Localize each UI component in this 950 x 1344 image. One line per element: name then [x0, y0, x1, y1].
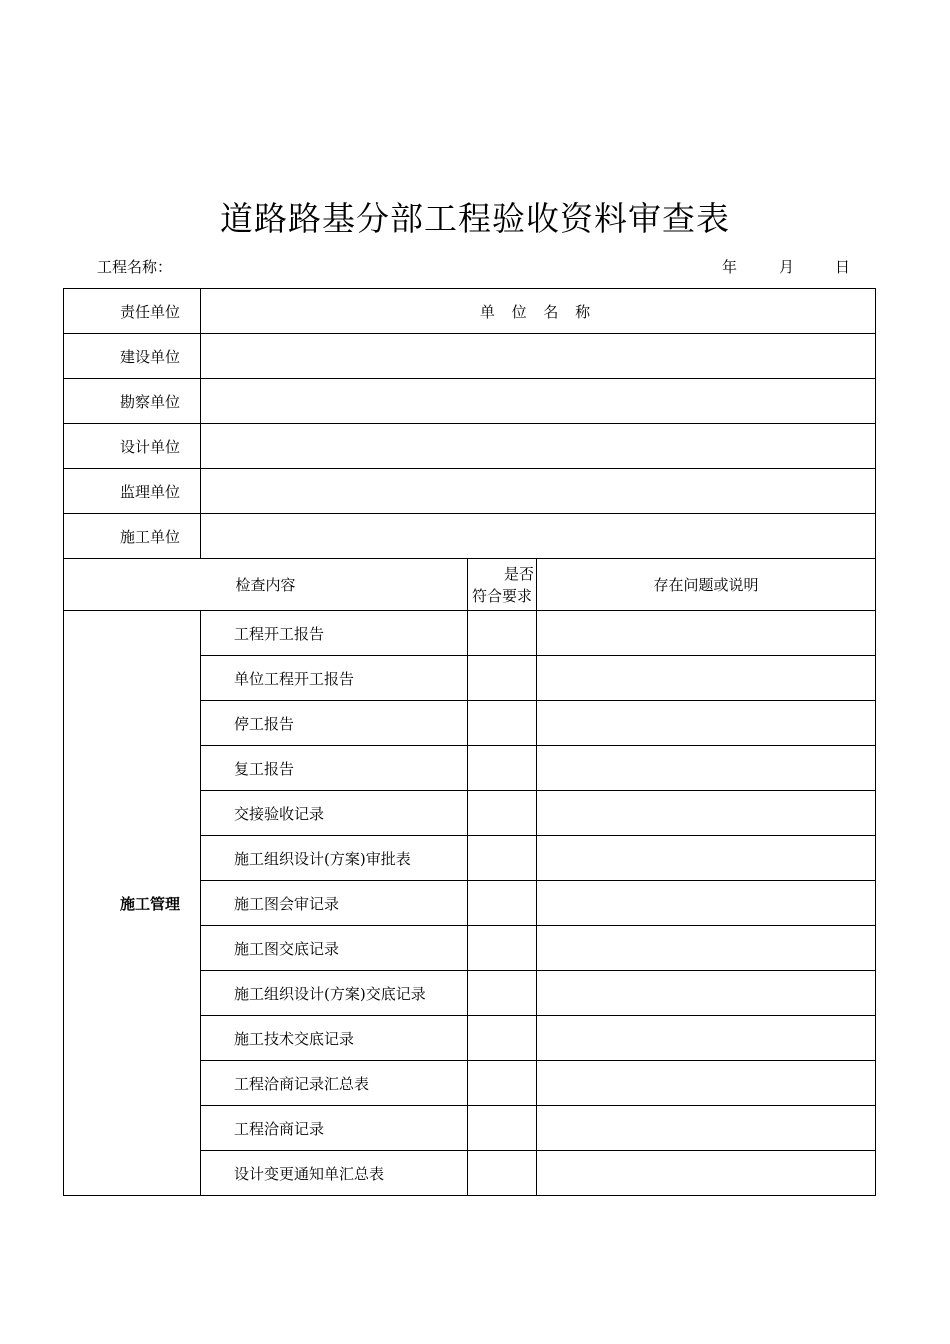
check-item: 施工图交底记录: [201, 926, 468, 971]
conform-cell[interactable]: [468, 791, 537, 836]
check-item: 工程开工报告: [201, 611, 468, 656]
issue-cell[interactable]: [537, 926, 876, 971]
issue-cell[interactable]: [537, 1106, 876, 1151]
issue-header: 存在问题或说明: [537, 559, 876, 611]
project-name-label: 工程名称：: [97, 258, 173, 276]
unit-row-value[interactable]: [201, 424, 876, 469]
check-item: 施工图会审记录: [201, 881, 468, 926]
conform-cell[interactable]: [468, 656, 537, 701]
check-item: 复工报告: [201, 746, 468, 791]
issue-cell[interactable]: [537, 701, 876, 746]
conform-cell[interactable]: [468, 926, 537, 971]
conform-cell[interactable]: [468, 746, 537, 791]
unit-name-header: 单 位 名 称: [201, 289, 876, 334]
unit-row-value[interactable]: [201, 514, 876, 559]
date-line: [722, 256, 850, 277]
issue-cell[interactable]: [537, 656, 876, 701]
conform-cell[interactable]: [468, 611, 537, 656]
unit-row: [64, 379, 876, 424]
unit-row: [64, 424, 876, 469]
check-item: 施工技术交底记录: [201, 1016, 468, 1061]
conform-header-line2: 符合要求: [471, 586, 532, 605]
check-row: [64, 611, 876, 656]
unit-row: [64, 469, 876, 514]
responsible-unit-header: 责任单位: [64, 289, 201, 334]
unit-row-label: 勘察单位: [64, 379, 201, 424]
conform-cell[interactable]: [468, 881, 537, 926]
page-title: 道路路基分部工程验收资料审查表: [220, 199, 730, 238]
group-label-construction-management: 施工管理: [64, 611, 201, 1196]
unit-row: [64, 514, 876, 559]
issue-cell[interactable]: [537, 881, 876, 926]
unit-row-label: 建设单位: [64, 334, 201, 379]
issue-cell[interactable]: [537, 1151, 876, 1196]
unit-row-value[interactable]: [201, 469, 876, 514]
unit-header-row: [64, 289, 876, 334]
check-item: 停工报告: [201, 701, 468, 746]
conform-cell[interactable]: [468, 1016, 537, 1061]
conform-cell[interactable]: [468, 971, 537, 1016]
check-item: 设计变更通知单汇总表: [201, 1151, 468, 1196]
issue-cell[interactable]: [537, 791, 876, 836]
unit-row: [64, 334, 876, 379]
check-item: 施工组织设计(方案)交底记录: [201, 971, 468, 1016]
issue-cell[interactable]: [537, 746, 876, 791]
conform-cell[interactable]: [468, 836, 537, 881]
unit-row-value[interactable]: [201, 379, 876, 424]
check-header-row: [64, 559, 876, 611]
check-item: 交接验收记录: [201, 791, 468, 836]
conform-cell[interactable]: [468, 1106, 537, 1151]
unit-row-value[interactable]: [201, 334, 876, 379]
conform-cell[interactable]: [468, 1151, 537, 1196]
check-item: 工程洽商记录: [201, 1106, 468, 1151]
check-item: 工程洽商记录汇总表: [201, 1061, 468, 1106]
issue-cell[interactable]: [537, 1016, 876, 1061]
unit-row-label: 施工单位: [64, 514, 201, 559]
conform-cell[interactable]: [468, 701, 537, 746]
check-content-header: 检查内容: [64, 559, 468, 611]
unit-row-label: 设计单位: [64, 424, 201, 469]
conform-header: [468, 559, 537, 611]
unit-row-label: 监理单位: [64, 469, 201, 514]
check-item: 单位工程开工报告: [201, 656, 468, 701]
conform-header-line1: 是否: [503, 564, 534, 583]
date-year-label: 年: [722, 258, 738, 276]
issue-cell[interactable]: [537, 1061, 876, 1106]
review-table: [63, 288, 876, 1196]
date-month-label: 月: [779, 258, 795, 276]
date-day-label: 日: [835, 258, 851, 276]
check-item: 施工组织设计(方案)审批表: [201, 836, 468, 881]
issue-cell[interactable]: [537, 611, 876, 656]
conform-cell[interactable]: [468, 1061, 537, 1106]
issue-cell[interactable]: [537, 836, 876, 881]
issue-cell[interactable]: [537, 971, 876, 1016]
